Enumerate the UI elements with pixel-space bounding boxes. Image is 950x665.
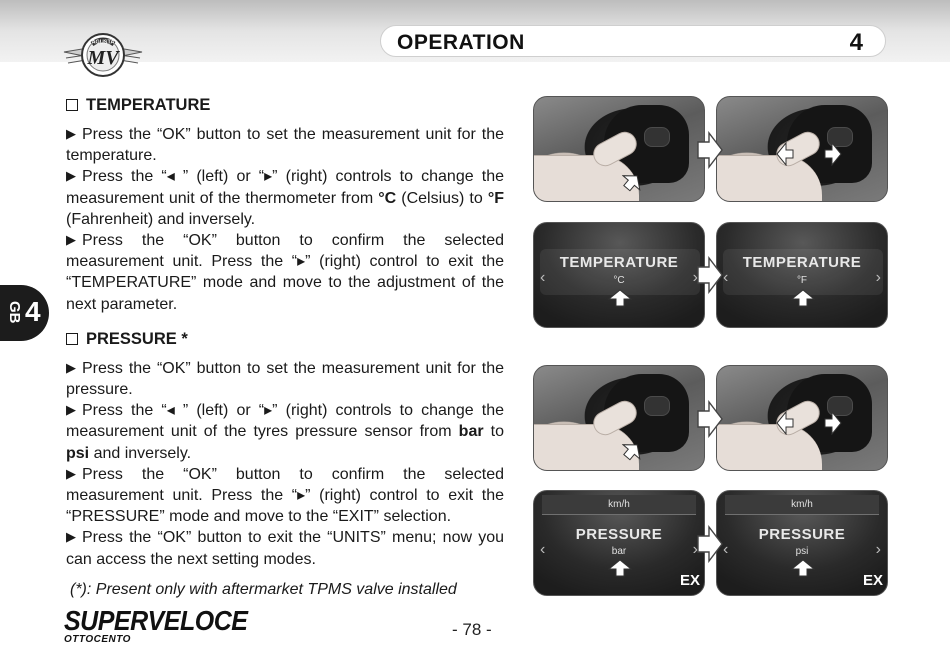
exit-label: EX — [862, 572, 883, 589]
chapter-number: 4 — [849, 29, 863, 56]
checkbox-icon — [66, 99, 78, 111]
dashboard-screen-temperature-f: TEMPERATURE °F ‹ › — [716, 222, 888, 328]
temp-step-3: ▶ Press the “OK” button to confirm the selected measurement unit. Press the “▸” (right) control to exit the “TEMPERATURE” mode and move to the adjustment of the next parameter. — [66, 230, 504, 315]
handlebar-photo-left-right-2 — [716, 365, 888, 471]
page-number: - 78 - — [452, 620, 492, 639]
chevron-left-icon: ‹ — [540, 269, 546, 286]
language-label: GB — [6, 301, 23, 324]
arrow-right-icon — [824, 411, 842, 435]
chevron-left-icon: ‹ — [723, 269, 729, 286]
page-title: OPERATION — [397, 31, 525, 54]
chevron-right-icon: › — [875, 269, 881, 286]
pressure-step-3: ▶ Press the “OK” button to confirm the selected measurement unit. Press the “▸” (right) control to exit the “PRESSURE” mode and move to the “EXIT” selection. — [66, 464, 504, 528]
side-chapter-number: 4 — [25, 296, 41, 327]
bullet-triangle-icon: ▶ — [66, 168, 76, 184]
arrow-left-icon — [776, 142, 794, 166]
bullet-triangle-icon: ▶ — [66, 402, 76, 418]
temp-step-2: ▶ Press the “◂ ” (left) or “▸” (right) controls to change the measurement unit of the thermometer from °C (Celsius) to °F (Fahrenheit) and inversely. — [66, 166, 504, 230]
arrow-left-icon — [776, 411, 794, 435]
step-arrow-icon — [696, 131, 724, 169]
step-arrow-icon — [696, 525, 724, 563]
pressure-step-2: ▶ Press the “◂ ” (left) or “▸” (right) controls to change the measurement unit of the tyres pressure sensor from bar to psi and inversely. — [66, 400, 504, 464]
step-arrow-icon — [696, 400, 724, 438]
handlebar-photo-ok-press — [533, 96, 705, 202]
bullet-triangle-icon: ▶ — [66, 465, 76, 481]
chevron-left-icon: ‹ — [540, 541, 546, 558]
tpms-footnote: (*): Present only with aftermarket TPMS valve installed — [70, 580, 457, 598]
chapter-side-tab — [0, 285, 49, 341]
arrow-up-icon — [791, 289, 815, 307]
chevron-left-icon: ‹ — [723, 541, 729, 558]
section-heading-temperature: TEMPERATURE — [66, 93, 504, 117]
bullet-triangle-icon: ▶ — [66, 126, 76, 141]
checkbox-icon — [66, 333, 78, 345]
dashboard-screen-pressure-bar: km/h PRESSURE bar ‹ › EX — [533, 490, 705, 596]
arrow-right-icon — [824, 142, 842, 166]
handlebar-photo-ok-press-2 — [533, 365, 705, 471]
bullet-triangle-icon: ▶ — [66, 529, 76, 545]
arrow-up-icon — [608, 559, 632, 577]
bullet-triangle-icon: ▶ — [66, 232, 76, 248]
brand-logo: SUPERVELOCE — [64, 605, 248, 637]
step-arrow-icon — [696, 256, 724, 294]
arrow-up-icon — [608, 289, 632, 307]
section-heading-pressure: PRESSURE * — [66, 327, 504, 351]
svg-text:MV: MV — [87, 47, 119, 69]
handlebar-photo-left-right — [716, 96, 888, 202]
chevron-right-icon: › — [875, 541, 881, 558]
exit-label: EX — [679, 572, 700, 589]
pressure-step-1: ▶ Press the “OK” button to set the measurement unit for the pressure. — [66, 358, 504, 400]
bullet-triangle-icon: ▶ — [66, 359, 76, 375]
pressure-step-4: ▶ Press the “OK” button to exit the “UNITS” menu; now you can access the next setting modes. — [66, 527, 504, 569]
chevron-right-icon: › — [692, 269, 698, 286]
header-pill — [380, 25, 886, 57]
chevron-right-icon: › — [692, 541, 698, 558]
dashboard-screen-temperature-c: TEMPERATURE °C ‹ › — [533, 222, 705, 328]
instruction-text — [66, 93, 504, 600]
temp-step-1: ▶ Press the “OK” button to set the measurement unit for the temperature. — [66, 124, 504, 166]
brand-sub-logo: OTTOCENTO — [64, 634, 131, 645]
mv-agusta-logo-icon — [62, 22, 144, 86]
arrow-up-icon — [791, 559, 815, 577]
dashboard-screen-pressure-psi: km/h PRESSURE psi ‹ › EX — [716, 490, 888, 596]
svg-text:AGUSTA: AGUSTA — [91, 39, 115, 46]
